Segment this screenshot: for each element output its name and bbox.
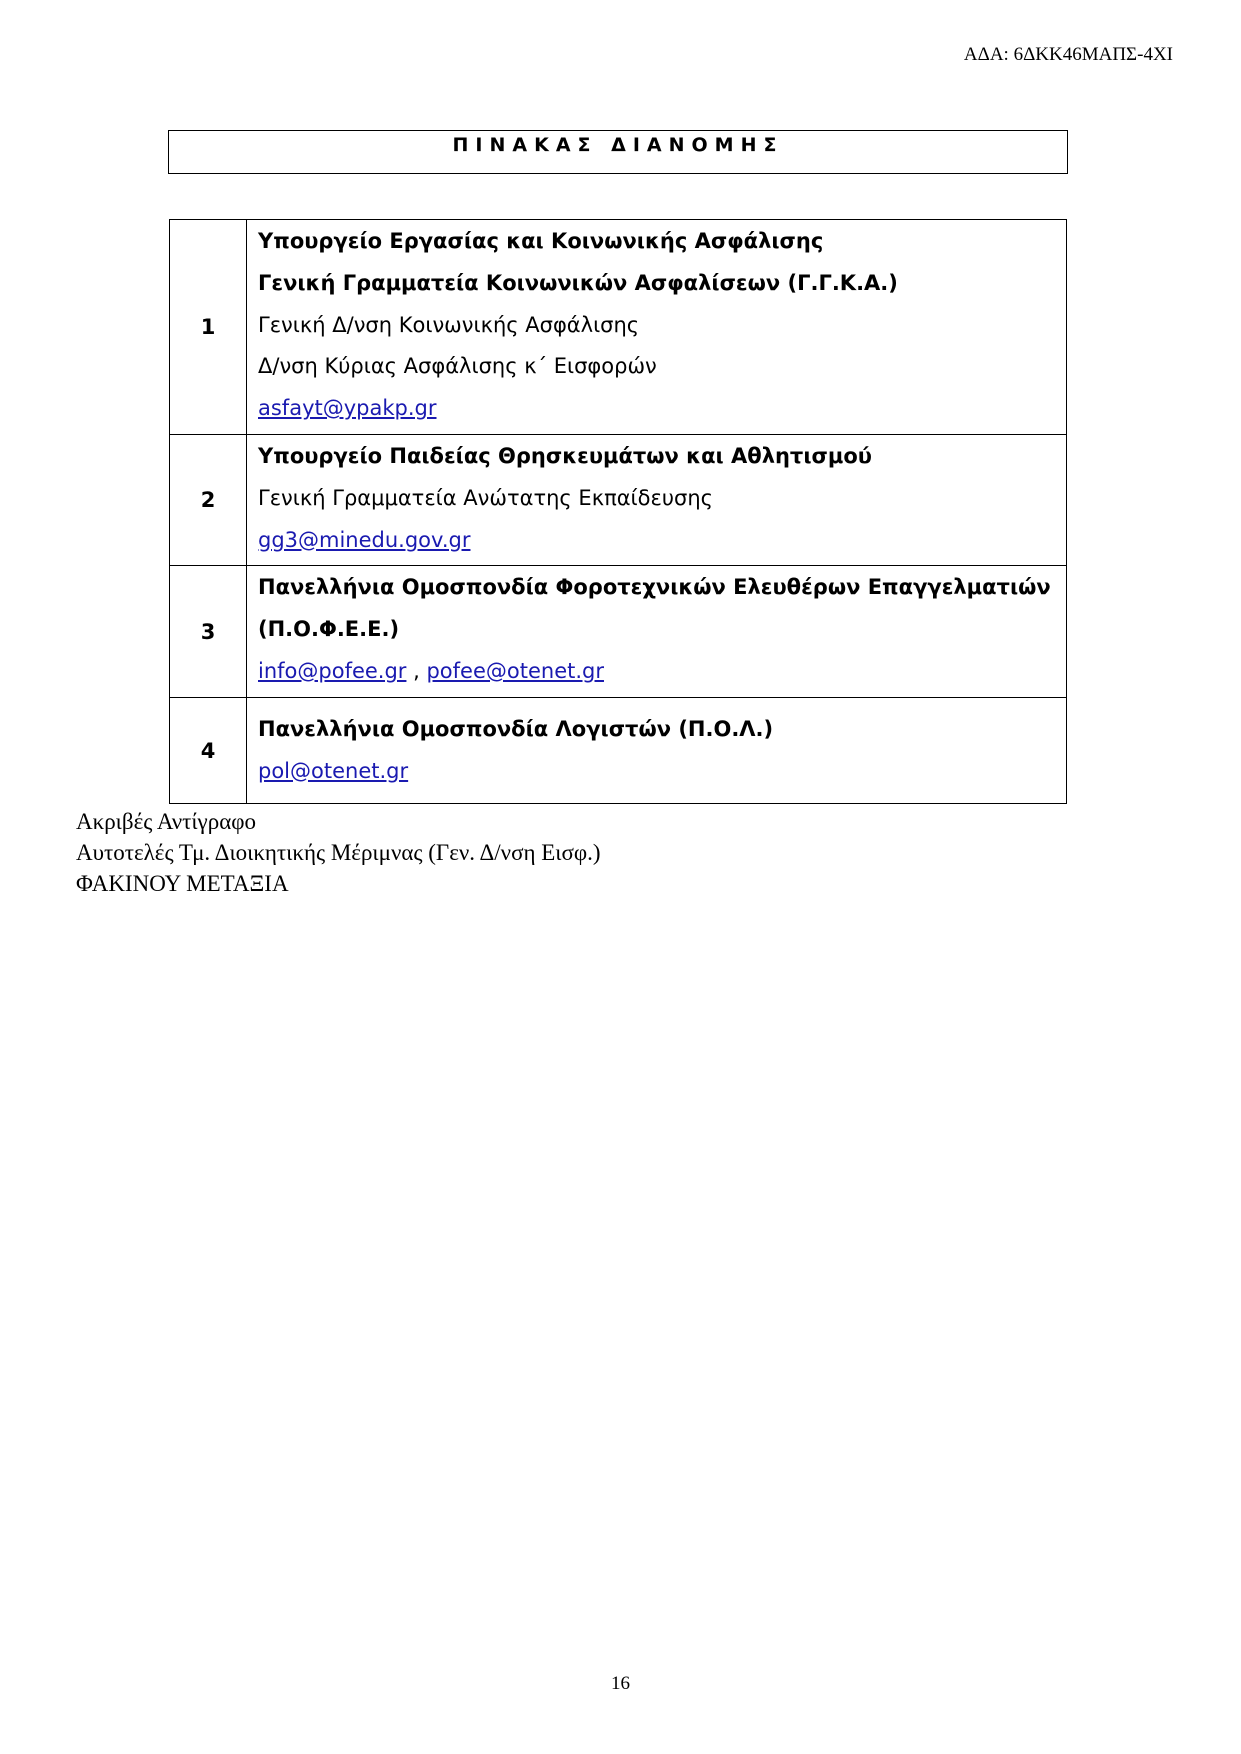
certified-copy-footer <box>76 806 601 899</box>
recipient-line: Γενική Δ/νση Κοινωνικής Ασφάλισης <box>258 312 640 337</box>
recipient-line: Γενική Γραμματεία Κοινωνικών Ασφαλίσεων (Γ.Γ.Κ.Α.) <box>258 270 898 295</box>
recipient-emails <box>258 752 1056 794</box>
recipient-cell <box>247 434 1067 565</box>
recipient-line: Πανελλήνια Ομοσπονδία Φοροτεχνικών Ελευθέρων Επαγγελματιών <box>258 575 1051 600</box>
recipient-line: Υπουργείο Παιδείας Θρησκευμάτων και Αθλητισμού <box>258 443 872 468</box>
email-link[interactable]: info@pofee.gr <box>258 658 407 683</box>
email-link[interactable]: pofee@otenet.gr <box>426 658 604 683</box>
recipient-line: Υπουργείο Εργασίας και Κοινωνικής Ασφάλισης <box>258 229 824 253</box>
recipient-emails <box>258 652 1056 694</box>
signatory-name: ΦΑΚΙΝΟΥ ΜΕΤΑΞΙΑ <box>76 871 289 896</box>
distribution-table-title: ΠΙΝΑΚΑΣ ΔΙΑΝΟΜΗΣ <box>168 130 1068 174</box>
distribution-table <box>169 219 1067 804</box>
recipient-line: (Π.Ο.Φ.Ε.Ε.) <box>258 617 400 642</box>
table-row <box>170 566 1067 697</box>
page-number: 16 <box>611 1673 630 1694</box>
recipient-line: Πανελλήνια Ομοσπονδία Λογιστών (Π.Ο.Λ.) <box>258 716 774 741</box>
table-row <box>170 220 1067 435</box>
row-number: 2 <box>170 434 247 565</box>
recipient-cell <box>247 220 1067 435</box>
recipient-cell <box>247 566 1067 697</box>
recipient-line: Γενική Γραμματεία Ανώτατης Εκπαίδευσης <box>258 485 713 510</box>
certified-copy-label: Ακριβές Αντίγραφο <box>76 809 257 834</box>
recipient-cell <box>247 697 1067 804</box>
email-separator: , <box>406 658 427 683</box>
recipient-emails <box>258 521 1056 563</box>
table-row <box>170 697 1067 804</box>
department-label: Αυτοτελές Τμ. Διοικητικής Μέριμνας (Γεν. Δ/νση Εισφ.) <box>76 840 601 865</box>
row-number: 1 <box>170 220 247 435</box>
email-link[interactable]: asfayt@ypakp.gr <box>258 396 437 421</box>
row-number: 4 <box>170 697 247 804</box>
row-number: 3 <box>170 566 247 697</box>
recipient-line: Δ/νση Κύριας Ασφάλισης κ΄ Εισφορών <box>258 354 657 379</box>
ada-code: ΑΔΑ: 6ΔΚΚ46ΜΑΠΣ-4ΧΙ <box>963 44 1173 65</box>
email-link[interactable]: gg3@minedu.gov.gr <box>258 527 471 552</box>
email-link[interactable]: pol@otenet.gr <box>258 758 409 783</box>
table-row <box>170 434 1067 565</box>
recipient-emails <box>258 389 1056 431</box>
